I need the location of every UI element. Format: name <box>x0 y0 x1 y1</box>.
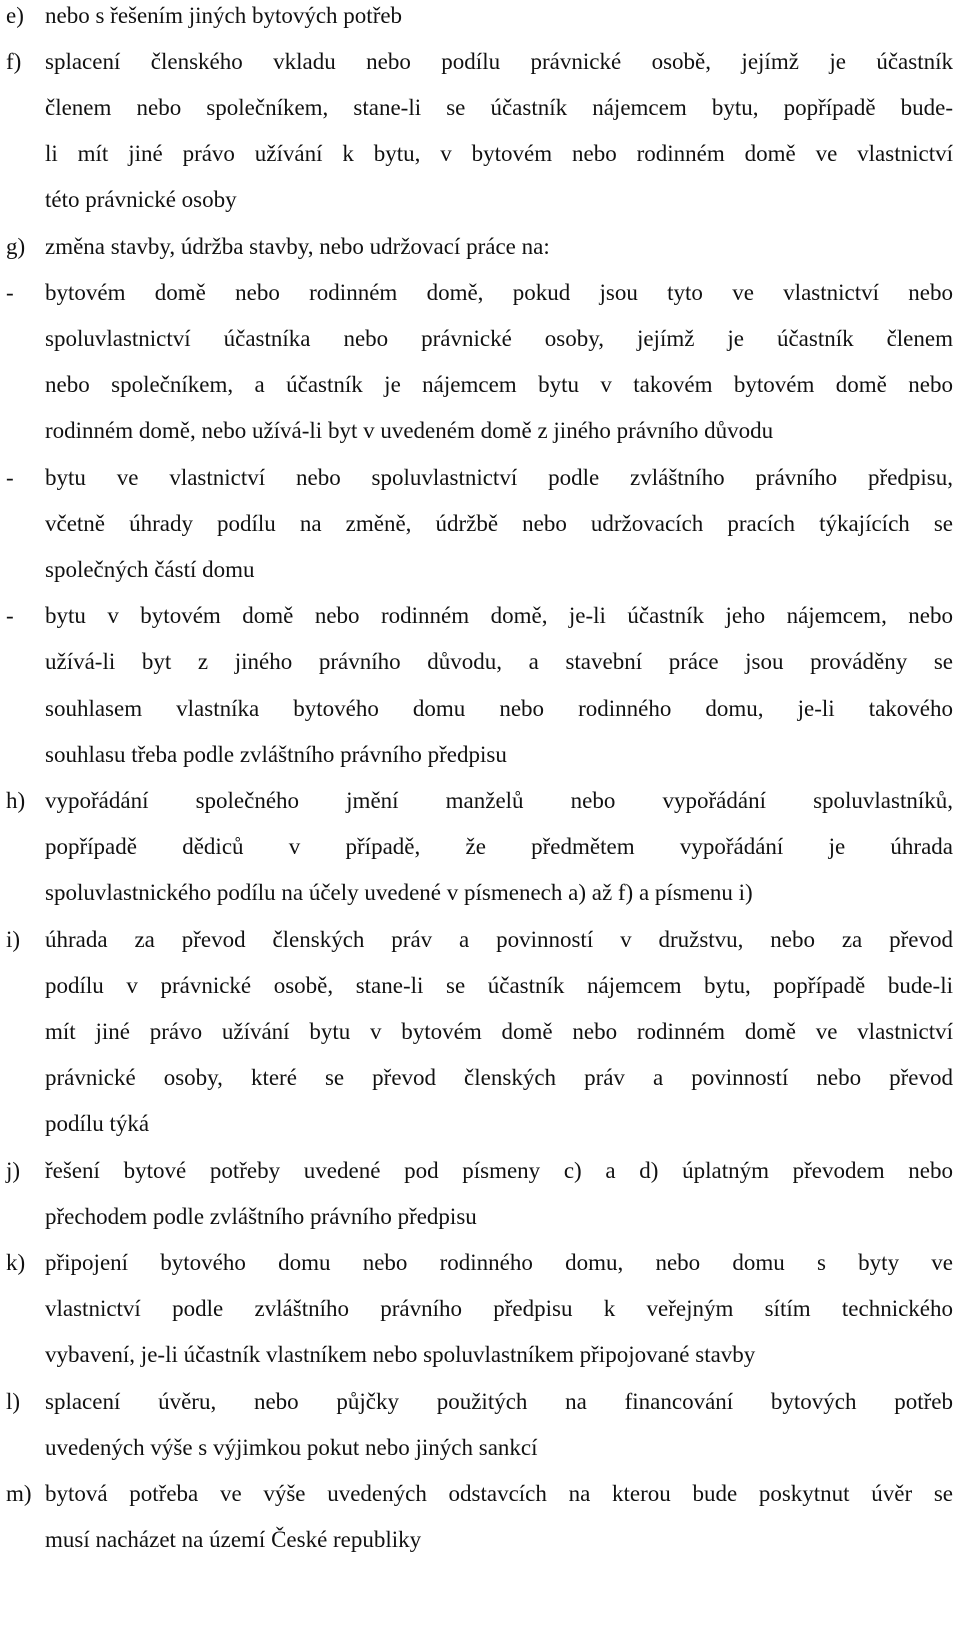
list-marker: h) <box>6 788 26 813</box>
list-marker: g) <box>6 234 26 259</box>
list-marker: - <box>6 280 14 305</box>
text-line: musí nacházet na území České republiky <box>45 1527 422 1552</box>
text-line: bytu v bytovém domě nebo rodinném domě, je-li účastník jeho nájemcem, nebo <box>45 603 953 628</box>
text-line: bytová potřeba ve výše uvedených odstavcích na kterou bude poskytnut úvěr se <box>45 1481 953 1506</box>
text-line: úhrada za převod členských práv a povinností v družstvu, nebo za převod <box>45 927 953 952</box>
text-line: li mít jiné právo užívání k bytu, v bytovém nebo rodinném domě ve vlastnictví <box>45 141 953 166</box>
text-line: této právnické osoby <box>45 187 237 212</box>
text-line: rodinném domě, nebo užívá-li byt v uvedeném domě z jiného právního důvodu <box>45 418 774 443</box>
text-line: spoluvlastnictví účastníka nebo právnické osoby, jejímž je účastník členem <box>45 326 953 351</box>
text-line: členem nebo společníkem, stane-li se účastník nájemcem bytu, popřípadě bude- <box>45 95 953 120</box>
list-marker: - <box>6 603 14 628</box>
text-line: podílu v právnické osobě, stane-li se účastník nájemcem bytu, popřípadě bude-li <box>45 973 953 998</box>
list-marker: - <box>6 465 14 490</box>
list-marker: i) <box>6 927 21 952</box>
text-line: vlastnictví podle zvláštního právního předpisu k veřejným sítím technického <box>45 1296 953 1321</box>
text-line: řešení bytové potřeby uvedené pod písmeny c) a d) úplatným převodem nebo <box>45 1158 953 1183</box>
list-marker: f) <box>6 49 22 74</box>
text-line: změna stavby, údržba stavby, nebo udržovací práce na: <box>45 234 550 259</box>
text-line: nebo s řešením jiných bytových potřeb <box>45 3 403 28</box>
list-marker: j) <box>6 1158 21 1183</box>
text-line: přechodem podle zvláštního právního předpisu <box>45 1204 477 1229</box>
text-line: podílu týká <box>45 1111 150 1136</box>
list-marker: l) <box>6 1389 21 1414</box>
text-line: uvedených výše s výjimkou pokut nebo jiných sankcí <box>45 1435 538 1460</box>
text-line: souhlasu třeba podle zvláštního právního předpisu <box>45 742 507 767</box>
text-line: společných částí domu <box>45 557 255 582</box>
text-line: vypořádání společného jmění manželů nebo vypořádání spoluvlastníků, <box>45 788 953 813</box>
text-line: bytu ve vlastnictví nebo spoluvlastnictví podle zvláštního právního předpisu, <box>45 465 953 490</box>
text-line: právnické osoby, které se převod členských práv a povinností nebo převod <box>45 1065 953 1090</box>
text-line: souhlasem vlastníka bytového domu nebo rodinného domu, je-li takového <box>45 696 953 721</box>
text-line: mít jiné právo užívání bytu v bytovém domě nebo rodinném domě ve vlastnictví <box>45 1019 953 1044</box>
text-line: spoluvlastnického podílu na účely uvedené v písmenech a) až f) a písmenu i) <box>45 880 753 905</box>
list-marker: e) <box>6 3 24 28</box>
text-line: vybavení, je-li účastník vlastníkem nebo spoluvlastníkem připojované stavby <box>45 1342 756 1367</box>
text-line: nebo společníkem, a účastník je nájemcem bytu v takovém bytovém domě nebo <box>45 372 953 397</box>
list-marker: k) <box>6 1250 26 1275</box>
text-line: splacení členského vkladu nebo podílu právnické osobě, jejímž je účastník <box>45 49 953 74</box>
list-marker: m) <box>6 1481 32 1506</box>
text-line: bytovém domě nebo rodinném domě, pokud jsou tyto ve vlastnictví nebo <box>45 280 953 305</box>
text-line: popřípadě dědiců v případě, že předmětem vypořádání je úhrada <box>45 834 953 859</box>
text-line: splacení úvěru, nebo půjčky použitých na financování bytových potřeb <box>45 1389 953 1414</box>
text-line: užívá-li byt z jiného právního důvodu, a stavební práce jsou prováděny se <box>45 649 953 674</box>
text-line: včetně úhrady podílu na změně, údržbě nebo udržovacích pracích týkajících se <box>45 511 953 536</box>
text-line: připojení bytového domu nebo rodinného domu, nebo domu s byty ve <box>45 1250 953 1275</box>
